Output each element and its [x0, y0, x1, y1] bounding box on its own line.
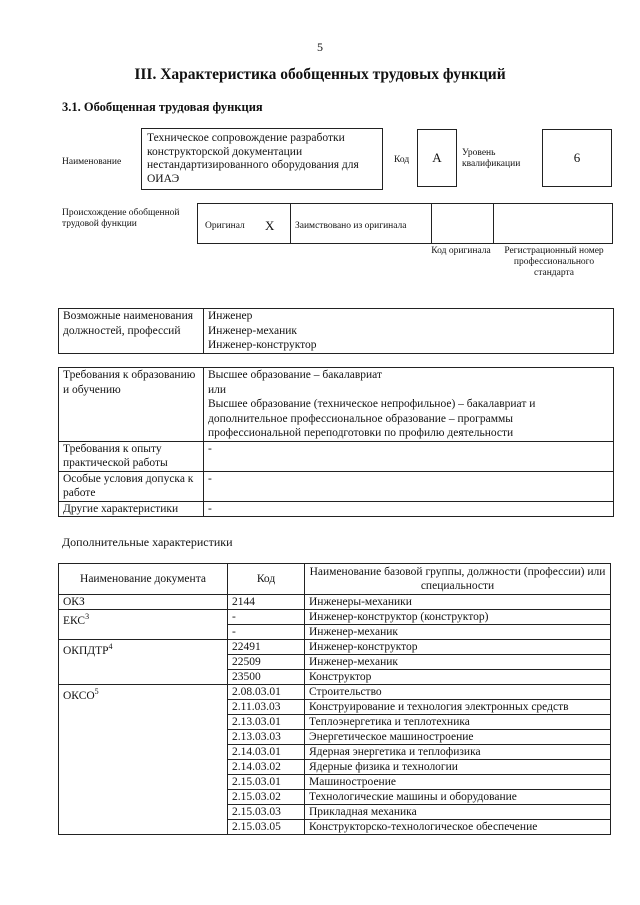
row-code: 2.14.03.01 — [228, 745, 305, 760]
col-code-header: Код — [228, 564, 305, 595]
row-name: Прикладная механика — [305, 805, 611, 820]
row-code: - — [228, 610, 305, 625]
row-code: 2.15.03.02 — [228, 790, 305, 805]
education-label: Требования к образованию и обучению — [59, 368, 204, 442]
education-line: Высшее образование (техническое непрофильное) – бакалавриат и — [208, 398, 536, 410]
row-name: Энергетическое машиностроение — [305, 730, 611, 745]
table-row — [59, 640, 611, 655]
row-doc-text: ОКЗ — [63, 596, 85, 608]
additional-table — [58, 563, 611, 835]
origin-mark: X — [265, 218, 275, 233]
row-name: Ядерные физика и технологии — [305, 760, 611, 775]
row-code: 2.14.03.02 — [228, 760, 305, 775]
admission-value: - — [204, 471, 614, 501]
col-name-header: Наименование базовой группы, должности (профессии) или специальности — [305, 564, 611, 595]
row-doc-footnote: 4 — [108, 642, 113, 651]
experience-label: Требования к опыту практической работы — [59, 441, 204, 471]
row-code: 2.08.03.01 — [228, 685, 305, 700]
education-line: Высшее образование – бакалавриат — [208, 369, 382, 381]
origin-label: Происхождение обобщенной трудовой функции — [62, 208, 180, 229]
row-name: Инженеры-механики — [305, 595, 611, 610]
section-title: III. Характеристика обобщенных трудовых функций — [134, 66, 506, 83]
origin-borrowed: Заимствовано из оригинала — [295, 221, 407, 231]
table-row — [59, 610, 611, 625]
name-label: Наименование — [62, 157, 122, 167]
row-code: - — [228, 625, 305, 640]
row-name: Строительство — [305, 685, 611, 700]
row-name: Машиностроение — [305, 775, 611, 790]
row-name: Конструирование и технология электронных средств — [305, 700, 611, 715]
row-doc — [59, 685, 228, 835]
positions-table — [58, 308, 614, 354]
origin-reg-caption: Регистрационный номер профессионального стандарта — [504, 246, 604, 278]
row-doc-text: ОКСО — [63, 689, 95, 702]
row-code: 22491 — [228, 640, 305, 655]
row-code: 2.15.03.01 — [228, 775, 305, 790]
origin-divider — [290, 204, 291, 244]
row-doc-text: ЕКС — [63, 614, 86, 627]
row-name: Инженер-механик — [305, 625, 611, 640]
row-name: Инженер-конструктор (конструктор) — [305, 610, 611, 625]
row-doc-footnote: 5 — [94, 687, 99, 696]
table-row — [59, 685, 611, 700]
function-name: Техническое сопровождение разработки конструкторской документации нестандартизированного оборудования для ОИАЭ — [141, 128, 383, 190]
row-code: 22509 — [228, 655, 305, 670]
row-code: 2.13.03.01 — [228, 715, 305, 730]
row-name: Теплоэнергетика и теплотехника — [305, 715, 611, 730]
admission-label: Особые условия допуска к работе — [59, 471, 204, 501]
origin-code-caption: Код оригинала — [431, 246, 491, 256]
level-label: Уровень квалификации — [462, 148, 521, 169]
row-code: 23500 — [228, 670, 305, 685]
col-doc-header: Наименование документа — [59, 564, 228, 595]
origin-divider — [431, 204, 432, 244]
other-value: - — [204, 501, 614, 517]
other-label: Другие характеристики — [59, 501, 204, 517]
row-name: Инженер-механик — [305, 655, 611, 670]
position-item: Инженер-механик — [208, 324, 298, 337]
row-code: 2.15.03.03 — [228, 805, 305, 820]
row-name: Инженер-конструктор — [305, 640, 611, 655]
requirements-table — [58, 367, 614, 517]
row-name: Технологические машины и оборудование — [305, 790, 611, 805]
row-doc — [59, 610, 228, 640]
row-name: Конструктор — [305, 670, 611, 685]
row-doc-text: ОКПДТР — [63, 644, 109, 657]
row-doc-footnote: 3 — [85, 612, 90, 621]
education-line: дополнительное профессиональное образование – программы — [208, 412, 513, 425]
education-line: или — [208, 383, 227, 396]
origin-box — [197, 203, 613, 244]
page-number: 5 — [317, 40, 323, 54]
row-name: Конструкторско-технологическое обеспечение — [305, 820, 611, 835]
subsection-title: 3.1. Обобщенная трудовая функция — [62, 100, 263, 114]
positions-label: Возможные наименования должностей, профессий — [59, 309, 204, 354]
positions-values — [204, 309, 614, 354]
code-label: Код — [394, 155, 410, 165]
additional-title: Дополнительные характеристики — [62, 535, 233, 549]
position-item: Инженер-конструктор — [208, 339, 317, 351]
row-code: 2.15.03.05 — [228, 820, 305, 835]
level-value: 6 — [542, 129, 612, 187]
position-item: Инженер — [208, 310, 253, 322]
row-code: 2.13.03.03 — [228, 730, 305, 745]
row-doc — [59, 595, 228, 610]
row-code: 2144 — [228, 595, 305, 610]
row-code: 2.11.03.03 — [228, 700, 305, 715]
row-doc — [59, 640, 228, 685]
experience-value: - — [204, 441, 614, 471]
education-line: профессиональной переподготовки по профилю деятельности — [208, 427, 514, 439]
code-value: А — [417, 129, 457, 187]
education-values — [204, 368, 614, 442]
table-row — [59, 595, 611, 610]
origin-divider — [493, 204, 494, 244]
origin-original: Оригинал — [205, 221, 245, 231]
row-name: Ядерная энергетика и теплофизика — [305, 745, 611, 760]
